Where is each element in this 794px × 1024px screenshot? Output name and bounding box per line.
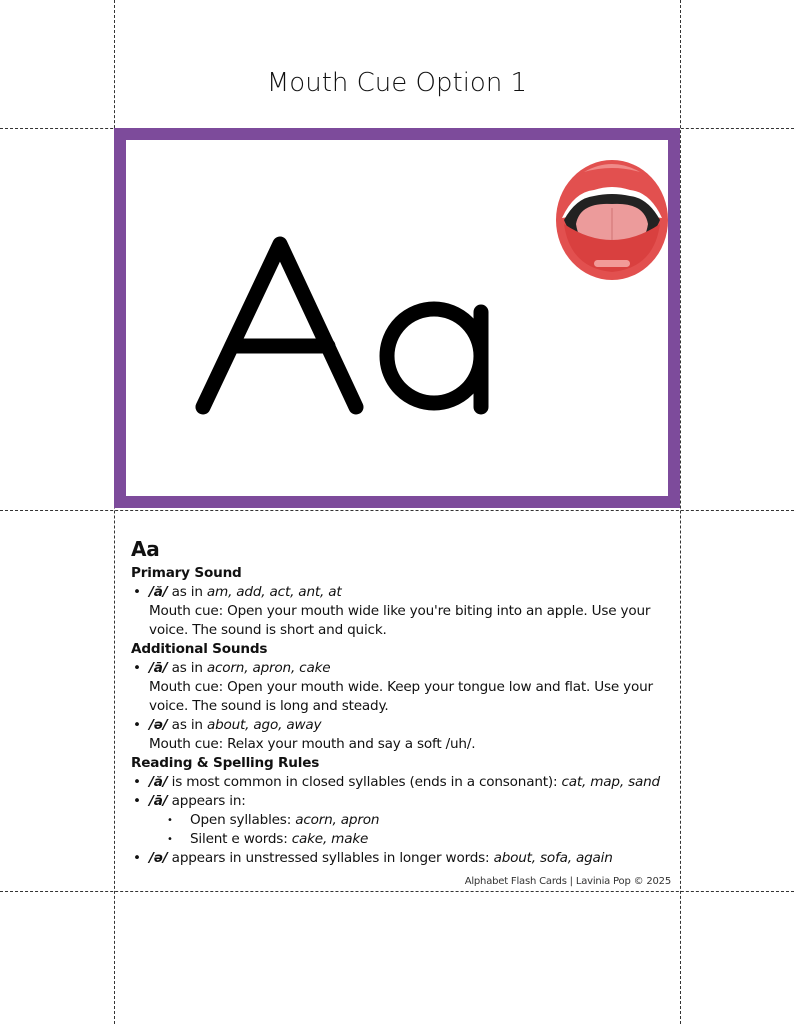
footer-credit: Alphabet Flash Cards | Lavinia Pop © 2025	[464, 876, 671, 887]
text: appears in unstressed syllables in longer words:	[167, 850, 494, 866]
examples: about, sofa, again	[493, 850, 613, 866]
cut-line	[0, 510, 794, 511]
cut-line	[0, 891, 794, 892]
page-title: Mouth Cue Option 1	[266, 68, 528, 98]
examples: am, add, act, ant, at	[206, 584, 342, 600]
list-item	[131, 773, 671, 792]
mouth-cue: Mouth cue: Open your mouth wide like you're biting into an apple. Use your voice. The sound is short and quick.	[149, 603, 651, 638]
examples: cake, make	[291, 831, 369, 847]
examples: about, ago, away	[206, 717, 322, 733]
list-item	[131, 849, 671, 868]
text: Open syllables:	[190, 812, 296, 828]
cut-line	[680, 0, 681, 1024]
phoneme: /ā/	[149, 793, 168, 809]
phoneme: /ə/	[149, 717, 168, 733]
rules-heading: Reading & Spelling Rules	[131, 755, 320, 771]
sub-list-item	[131, 811, 671, 830]
mouth-cue: Mouth cue: Open your mouth wide. Keep your tongue low and flat. Use your voice. The sound is long and steady.	[149, 679, 653, 714]
examples: cat, map, sand	[561, 774, 660, 790]
sub-list-item	[131, 830, 671, 849]
list-item	[131, 583, 671, 640]
mouth-cue: Mouth cue: Relax your mouth and say a soft /uh/.	[149, 736, 476, 752]
phoneme: /ā/	[149, 660, 168, 676]
list-item	[131, 659, 671, 716]
text: as in	[167, 717, 207, 733]
sound-info	[131, 536, 671, 891]
text: appears in:	[167, 793, 246, 809]
phoneme: /ă/	[149, 774, 168, 790]
list-item	[131, 716, 671, 754]
mouth-icon	[554, 150, 670, 282]
examples: acorn, apron	[295, 812, 380, 828]
text: Silent e words:	[190, 831, 292, 847]
list-item	[131, 792, 671, 811]
primary-sound-heading: Primary Sound	[131, 565, 242, 581]
additional-sounds-heading: Additional Sounds	[131, 641, 268, 657]
text: as in	[167, 584, 207, 600]
phoneme: /ə/	[149, 850, 168, 866]
text: as in	[167, 660, 207, 676]
flash-card	[114, 128, 680, 508]
phoneme: /ă/	[149, 584, 168, 600]
examples: acorn, apron, cake	[206, 660, 331, 676]
text: is most common in closed syllables (ends in a consonant):	[167, 774, 562, 790]
letter-heading: Aa	[131, 537, 160, 561]
